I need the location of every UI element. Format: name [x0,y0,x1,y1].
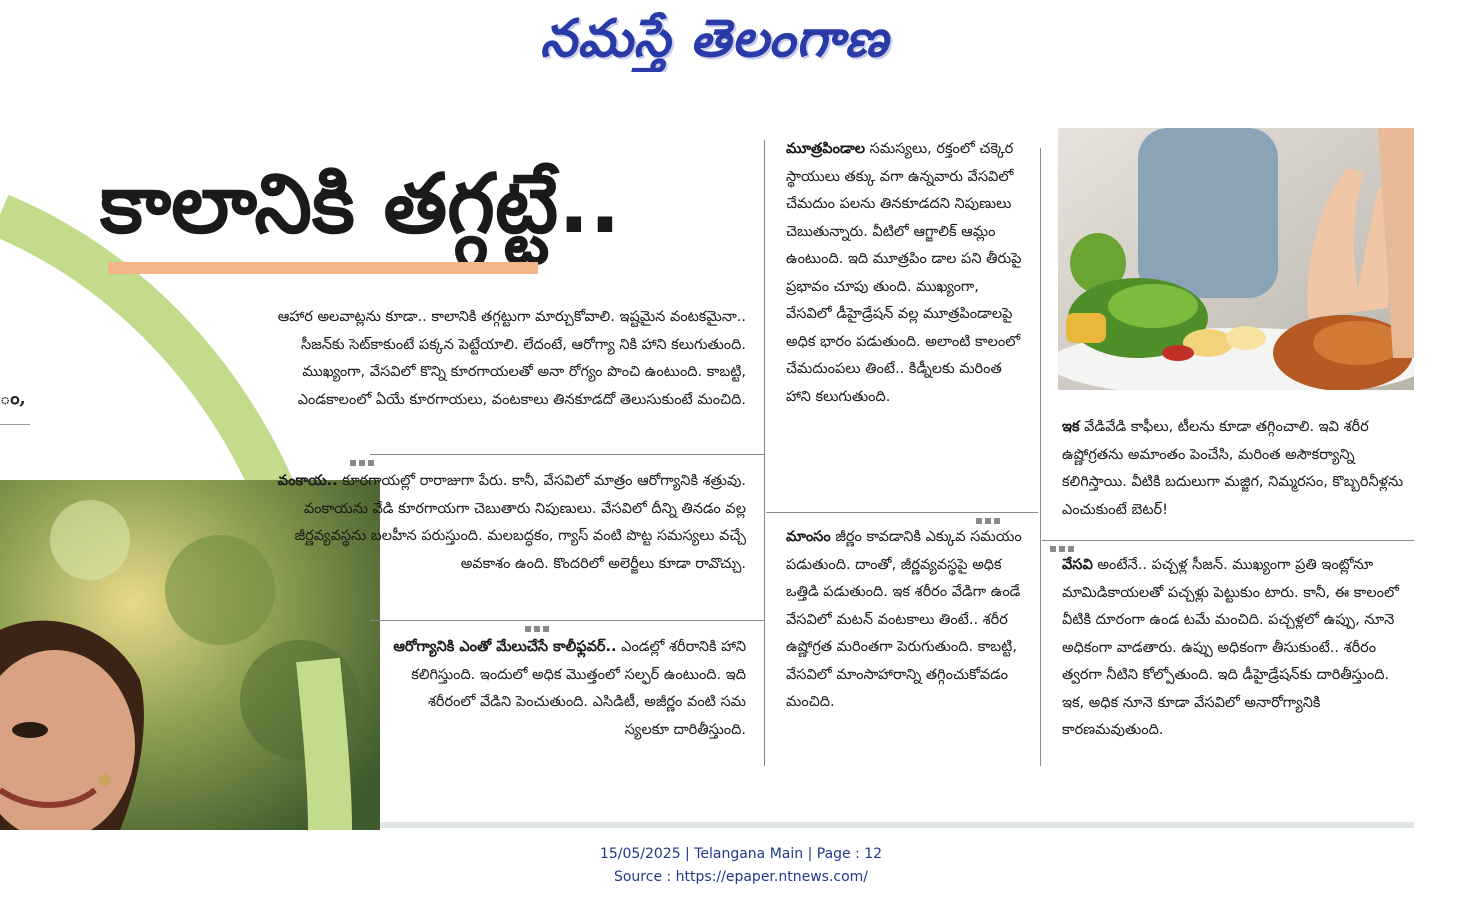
cauliflower-paragraph [380,634,746,774]
brinjal-lead: వంకాయ.. [277,473,338,489]
edition-info: 15/05/2025 | Telangana Main | Page : 12 [599,846,883,862]
cauliflower-lead: ఆరోగ్యానికి ఎంతో మేలుచేసే కాలీఫ్లవర్.. [393,639,617,655]
brinjal-text: కూరగాయల్లో రారాజుగా పేరు. కానీ, వేసవిలో మాత్రం ఆరోగ్యానికి శత్రువు. వంకాయను వేడి కూరగాయగా చెబుతారు నిపుణులు. వేసవిలో దీన్ని తినడం వల్ల జీర్ణవ్యవస్థను బలహీన పరుస్తుంది. మలబద్ధకం, గ్యాస్ వంటి పొట్ట సమస్యలు వచ్చే అవకాశం ఉంది. కొందరిలో అలెర్జీలు కూడా రావొచ్చు. [294,473,746,572]
coffee-lead: ఇక [1062,419,1080,435]
divider-dots-1 [350,451,378,457]
intro-paragraph [246,304,746,442]
column3-divider [1042,540,1414,541]
coffee-text: వేడివేడి కాఫీలు, టీలను కూడా తగ్గించాలి. ఇవి శరీర ఉష్ణోగ్రతను అమాంతం పెంచేసి, మరింత అసౌకర్యాన్ని కలిగిస్తాయి. వీటికి బదులుగా మజ్జిగ, నిమ్మరసం, కొబ్బరినీళ్లను ఎంచుకుంటే బెటర్! [1062,419,1404,518]
pickle-lead: వేసవి [1062,557,1093,573]
masthead-logo: నమస్తే తెలంగాణ [540,8,889,69]
article-headline: కాలానికి తగ్గట్టే.. [100,157,621,252]
column-divider-b [1040,148,1041,766]
meat-paragraph [786,524,1026,774]
meat-text: జీర్ణం కావడానికి ఎక్కువ సమయం పడుతుంది. దాంతో, జీర్ణవ్యవస్థపై అధిక ఒత్తిడి పడుతుంది. ఇక శరీరం వేడిగా ఉండే వేసవిలో మటన్ వంటకాలు తింటే.. శరీర ఉష్ణోగ్రత మరింతగా పెరుగుతుంది. కాబట్టి, వేసవిలో మాంసాహారాన్ని తగ్గించుకోవడం మంచిది. [786,529,1022,710]
cauliflower-text: ఎండల్లో శరీరానికి హాని కలిగిస్తుంది. ఇందులో అధిక మొత్తంలో సల్ఫర్ ఉంటుంది. ఇది శరీరంలో వేడిని పెంచుతుంది. ఎసిడిటీ, అజీర్ణం వంటి సమ స్యలకూ దారితీస్తుంది. [411,639,746,738]
partial-column-text: ం, [0,388,26,409]
meat-lead: మాంసం [786,529,831,545]
kidney-text: సమస్యలు, రక్తంలో చక్కెర స్థాయులు తక్కు వగా ఉన్నవారు వేసవిలో చేమదుం పలను తినకూడదని నిపుణులు చెబుతున్నారు. వీటిలో ఆగ్జాలిక్ ఆమ్లం ఉంటుంది. ఇది మూత్రపిం డాల పని తీరుపై ప్రభావం చూపు తుంది. ముఖ్యంగా, వేసవిలో డీహైడ్రేషన్ వల్ల మూత్రపిండాలపై అధిక భారం పడుతుంది. అలాంటి కాలంలో చేమదుంపలు తింటే.. కిడ్నీలకు మరింత హాని కలుగుతుంది. [786,141,1022,405]
kidney-paragraph [786,136,1026,496]
column-divider-a [764,140,765,766]
food-plate-photo [1058,128,1414,390]
column1-divider-2 [370,620,764,621]
divider-dots-3 [976,509,1004,515]
pickle-paragraph [1062,552,1414,774]
headline-underline [108,262,538,274]
divider-dots-4 [1050,537,1078,543]
pickle-text: అంటేనే.. పచ్చళ్ల సీజన్. ముఖ్యంగా ప్రతి ఇంట్లోనూ మామిడికాయలతో పచ్చళ్లు పెట్టుకుం టారు. కానీ, ఈ కాలంలో వీటికి దూరంగా ఉండ టమే మంచిది. పచ్చళ్లలో ఉప్పు, నూనె అధికంగా వాడతారు. ఉప్పు అధికంగా తీసుకుంటే.. శరీరం త్వరగా నీటిని కోల్పోతుంది. ఇది డీహైడ్రేషన్‌కు దారితీస్తుంది. ఇక, అధిక నూనె కూడా వేసవిలో అనారోగ్యానికి కారణమవుతుంది. [1062,557,1399,738]
source-link[interactable]: Source : https://epaper.ntnews.com/ [613,869,869,885]
column1-divider-1 [370,454,764,455]
intro-text: ఆహార అలవాట్లను కూడా.. కాలానికి తగ్గట్టుగా మార్చుకోవాలి. ఇష్టమైన వంటకమైనా.. సీజన్‌కు సెట్‌కాకుంటే పక్కన పెట్టేయాలి. లేదంటే, ఆరోగ్యా నికి హాని కలుగుతుంది. ముఖ్యంగా, వేసవిలో కొన్ని కూరగాయలతో అనా రోగ్యం పొంచి ఉంటుంది. కాబట్టి, ఎండకాలంలో ఏయే కూరగాయలు, వంటకాలు తినకూడదో తెలుసుకుంటే మంచిది. [277,309,746,408]
divider-dots-2 [525,617,553,623]
brinjal-paragraph [246,468,746,608]
kidney-lead: మూత్రపిండాల [786,141,866,157]
coffee-paragraph [1062,414,1414,526]
partial-column-rule [0,424,30,425]
bottom-band [380,822,1414,828]
